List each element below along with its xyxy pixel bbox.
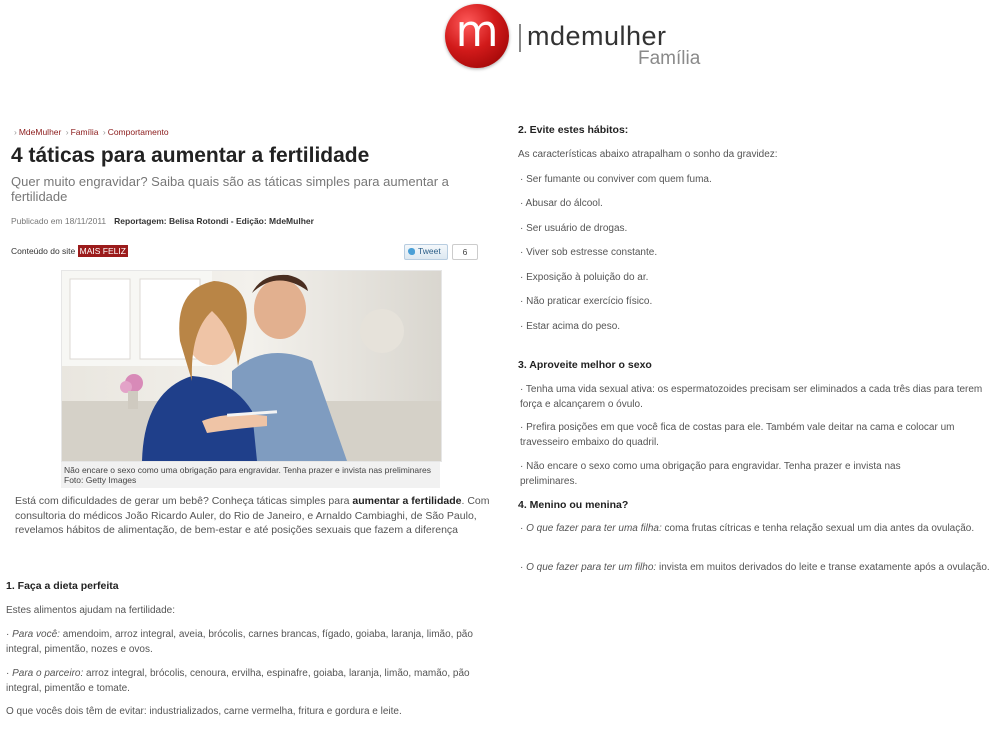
twitter-bird-icon bbox=[408, 248, 415, 255]
logo-mark bbox=[445, 4, 509, 68]
content-source bbox=[11, 246, 128, 256]
habits-lead: As características abaixo atrapalham o sonho da gravidez: bbox=[518, 149, 778, 160]
article-subtitle: Quer muito engravidar? Saiba quais são as táticas simples para aumentar a fertilidade bbox=[11, 174, 449, 204]
couple-photo-illustration bbox=[62, 271, 441, 461]
photo-caption-text: Não encare o sexo como uma obrigação para engravidar. Tenha prazer e invista nas preliminares bbox=[64, 465, 431, 475]
logo-section-name: Família bbox=[638, 48, 701, 69]
diet-item-for-partner: · Para o parceiro: arroz integral, brócolis, cenoura, ervilha, espinafre, goiaba, laranja, limão, mamão, pão integral, pimentão e tomate. bbox=[6, 668, 470, 694]
tweet-count: 6 bbox=[452, 244, 478, 260]
breadcrumb: › MdeMulher › Família › Comportamento bbox=[14, 127, 169, 137]
section-heading-sex: 3. Aproveite melhor o sexo bbox=[518, 359, 652, 371]
diet-avoid: O que vocês dois têm de evitar: industrializados, carne vermelha, fritura e gordura e leite. bbox=[6, 706, 402, 717]
habit-item: · Estar acima do peso. bbox=[520, 321, 621, 332]
logo-divider bbox=[519, 24, 521, 52]
section-heading-diet: 1. Faça a dieta perfeita bbox=[6, 580, 119, 592]
photo-credit: Foto: Getty Images bbox=[64, 475, 137, 485]
article-intro: Está com dificuldades de gerar um bebê? Conheça táticas simples para aumentar a fertilidade. Com consultoria do médicos João Ricardo Auler, do Rio de Janeiro, e Arnaldo Cambiaghi, de São Paulo, revelamos hábitos de alimentação, de bem-estar e até posições sexuais que fazem a diferença bbox=[15, 495, 490, 536]
habit-item: · Ser fumante ou conviver com quem fuma. bbox=[520, 174, 712, 185]
source-badge[interactable]: MAIS FELIZ bbox=[79, 246, 126, 256]
article-credits: Reportagem: Belisa Rotondi - Edição: MdeMulher bbox=[114, 216, 314, 226]
diet-lead: Estes alimentos ajudam na fertilidade: bbox=[6, 605, 175, 616]
publish-date: Publicado em 18/11/2011 bbox=[11, 216, 107, 226]
sex-tip-item: · Não encare o sexo como uma obrigação para engravidar. Tenha prazer e invista nas preliminares. bbox=[520, 461, 901, 487]
habit-item: · Exposição à poluição do ar. bbox=[520, 272, 649, 283]
habit-item: · Ser usuário de drogas. bbox=[520, 223, 628, 234]
sex-tip-item: · Tenha uma vida sexual ativa: os espermatozoides precisam ser eliminados a cada três dias para terem força e alcançarem o óvulo. bbox=[520, 384, 983, 410]
tweet-button[interactable] bbox=[404, 244, 448, 260]
breadcrumb-link-mdemulher[interactable]: MdeMulher bbox=[18, 127, 62, 137]
article-meta bbox=[11, 216, 314, 226]
gender-tip-boy: · O que fazer para ter um filho: invista em muitos derivados do leite e transe exatamente após a ovulação. bbox=[520, 562, 990, 573]
tweet-label: Tweet bbox=[418, 246, 441, 256]
sex-tip-item: · Prefira posições em que você fica de costas para ele. Também vale deitar na cama e colocar um travesseiro embaixo do quadril. bbox=[520, 422, 955, 448]
breadcrumb-link-comportamento[interactable]: Comportamento bbox=[107, 127, 169, 137]
article-photo bbox=[61, 270, 442, 462]
site-logo[interactable] bbox=[445, 4, 715, 70]
intro-keyword: aumentar a fertilidade bbox=[352, 495, 462, 507]
page-title: 4 táticas para aumentar a fertilidade bbox=[11, 144, 370, 167]
logo-brand-name: mdemulher bbox=[527, 21, 667, 51]
habit-item: · Viver sob estresse constante. bbox=[520, 247, 658, 258]
habit-item: · Abusar do álcool. bbox=[520, 198, 603, 209]
gender-tip-girl: · O que fazer para ter uma filha: coma frutas cítricas e tenha relação sexual um dia antes da ovulação. bbox=[520, 523, 975, 534]
habit-item: · Não praticar exercício físico. bbox=[520, 296, 653, 307]
section-heading-habits: 2. Evite estes hábitos: bbox=[518, 124, 629, 136]
breadcrumb-link-familia[interactable]: Família bbox=[70, 127, 99, 137]
logo-letter: m bbox=[455, 6, 499, 57]
photo-caption bbox=[61, 462, 440, 488]
section-heading-boy-or-girl: 4. Menino ou menina? bbox=[518, 499, 629, 511]
diet-item-for-you: · Para você: amendoim, arroz integral, aveia, brócolis, carnes brancas, fígado, goiaba, laranja, limão, pão integral, pimentão, nozes e ovos. bbox=[6, 629, 473, 655]
source-label: Conteúdo do site bbox=[11, 246, 76, 256]
